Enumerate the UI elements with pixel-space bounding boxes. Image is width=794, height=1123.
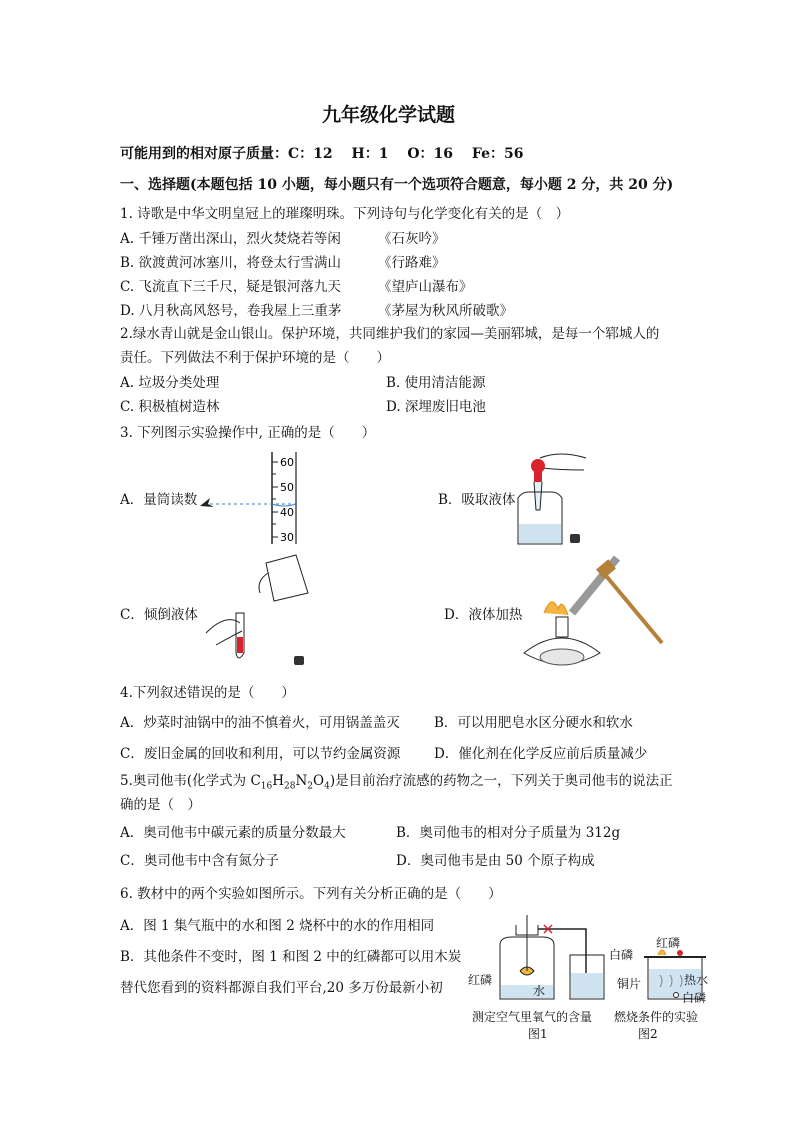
graduated-cylinder-figure — [196, 452, 296, 547]
fig2-label-hot-water: 热水 — [684, 973, 709, 987]
fig1-name: 图1 — [528, 1027, 548, 1041]
q3-stem: 3. 下列图示实验操作中, 正确的是（ ） — [120, 425, 376, 441]
fig1-label-red-phosphorus: 红磷 — [468, 973, 493, 987]
q6-option-a: A．图 1 集气瓶中的水和图 2 烧杯中的水的作用相同 — [120, 918, 435, 934]
fig2-label-copper: 铜片 — [617, 977, 642, 991]
q5-option-b: B．奥司他韦的相对分子质量为 312g — [396, 825, 621, 841]
q5-option-d: D．奥司他韦是由 50 个原子构成 — [396, 853, 595, 869]
q4-option-a: A．炒菜时油锅中的油不慎着火，可用锅盖盖灭 — [120, 715, 400, 731]
figure-1-oxygen-apparatus — [476, 915, 616, 1005]
q4-option-b: B．可以用肥皂水区分硬水和软水 — [434, 715, 633, 731]
q5-stem-pre: 5.奥司他韦(化学式为 C — [120, 773, 261, 789]
q6-watermark-line: 替代您看到的资料都源自我们平台,20 多万份最新小初 — [120, 980, 443, 996]
formula-n: N — [295, 773, 308, 789]
fig2-label-white-phosphorus-2: 白磷 — [682, 991, 707, 1005]
q1-option-a: A. 千锤万凿出深山，烈火焚烧若等闲 — [120, 231, 341, 247]
q3-option-b: B．吸取液体 — [438, 492, 516, 508]
q3-option-d: D．液体加热 — [444, 607, 523, 623]
q1-option-b: B. 欲渡黄河冰塞川，将登太行雪满山 — [120, 255, 342, 271]
q4-stem: 4.下列叙述错误的是（ ） — [120, 685, 295, 701]
q5-stem — [120, 772, 673, 796]
q5-stem-post: )是目前治疗流感的药物之一，下列关于奥司他韦的说法正 — [329, 773, 673, 789]
q5-option-c: C．奥司他韦中含有氮分子 — [120, 853, 279, 869]
formula-sub-h: 28 — [284, 781, 296, 792]
q2-stem: 2.绿水青山就是金山银山。保护环境，共同维护我们的家园—美丽郓城，是每一个郓城人的 — [120, 326, 660, 342]
q1-source-a: 《石灰吟》 — [378, 231, 446, 247]
fig2-caption: 燃烧条件的实验 — [614, 1010, 699, 1024]
q2-option-a: A. 垃圾分类处理 — [120, 375, 220, 391]
fig2-label-white-phosphorus: 白磷 — [609, 948, 634, 962]
q5-stem-2: 确的是（ ） — [120, 797, 201, 813]
heating-liquid-figure — [522, 553, 662, 673]
formula-h: H — [272, 773, 285, 789]
q6-option-b: B．其他条件不变时，图 1 和图 2 中的红磷都可以用木炭 — [120, 949, 462, 965]
q1-stem: 1. 诗歌是中华文明皇冠上的璀璨明珠。下列诗句与化学变化有关的是（ ） — [120, 206, 570, 222]
fig2-name: 图2 — [638, 1027, 658, 1041]
q2-option-c: C. 积极植树造林 — [120, 399, 220, 415]
atomic-masses: 可能用到的相对原子质量：C：12 H：1 O：16 Fe：56 — [120, 146, 524, 162]
cylinder-tick-30: 30 — [280, 531, 294, 544]
q1-option-c: C. 飞流直下三千尺，疑是银河落九天 — [120, 279, 341, 295]
fig1-caption: 测定空气里氧气的含量 — [472, 1010, 593, 1024]
q3-option-a: A．量筒读数 — [120, 492, 198, 508]
fig2-label-red-phosphorus: 红磷 — [656, 936, 681, 950]
fig1-label-water: 水 — [533, 984, 546, 998]
page-title: 九年级化学试题 — [322, 104, 456, 126]
q4-option-d: D．催化剂在化学反应前后质量减少 — [434, 746, 648, 762]
cylinder-tick-40: 40 — [280, 506, 294, 519]
q5-option-a: A．奥司他韦中碳元素的质量分数最大 — [120, 825, 346, 841]
cylinder-tick-50: 50 — [280, 481, 294, 494]
formula-sub-o: 4 — [324, 781, 330, 792]
q3-option-c: C．倾倒液体 — [120, 607, 198, 623]
q2-option-d: D. 深埋废旧电池 — [386, 399, 486, 415]
formula-sub-c: 16 — [260, 781, 273, 792]
q1-source-c: 《望庐山瀑布》 — [378, 279, 473, 295]
cylinder-tick-60: 60 — [280, 456, 294, 469]
pouring-liquid-figure — [196, 553, 306, 668]
section-heading: 一、选择题(本题包括 10 小题，每小题只有一个选项符合题意，每小题 2 分，共 20 分) — [120, 177, 674, 193]
formula-sub-n: 2 — [307, 781, 314, 792]
q2-stem-2: 责任。下列做法不利于保护环境的是（ ） — [120, 350, 390, 366]
q6-stem: 6. 教材中的两个实验如图所示。下列有关分析正确的是（ ） — [120, 886, 502, 902]
q1-source-b: 《行路难》 — [378, 255, 446, 271]
q4-option-c: C．废旧金属的回收和利用，可以节约金属资源 — [120, 746, 401, 762]
formula-o: O — [313, 773, 325, 789]
q1-option-d: D. 八月秋高风怒号，卷我屋上三重茅 — [120, 303, 342, 319]
q2-option-b: B. 使用清洁能源 — [386, 375, 486, 391]
q1-source-d: 《茅屋为秋风所破歌》 — [378, 303, 513, 319]
dropper-figure — [500, 448, 590, 548]
